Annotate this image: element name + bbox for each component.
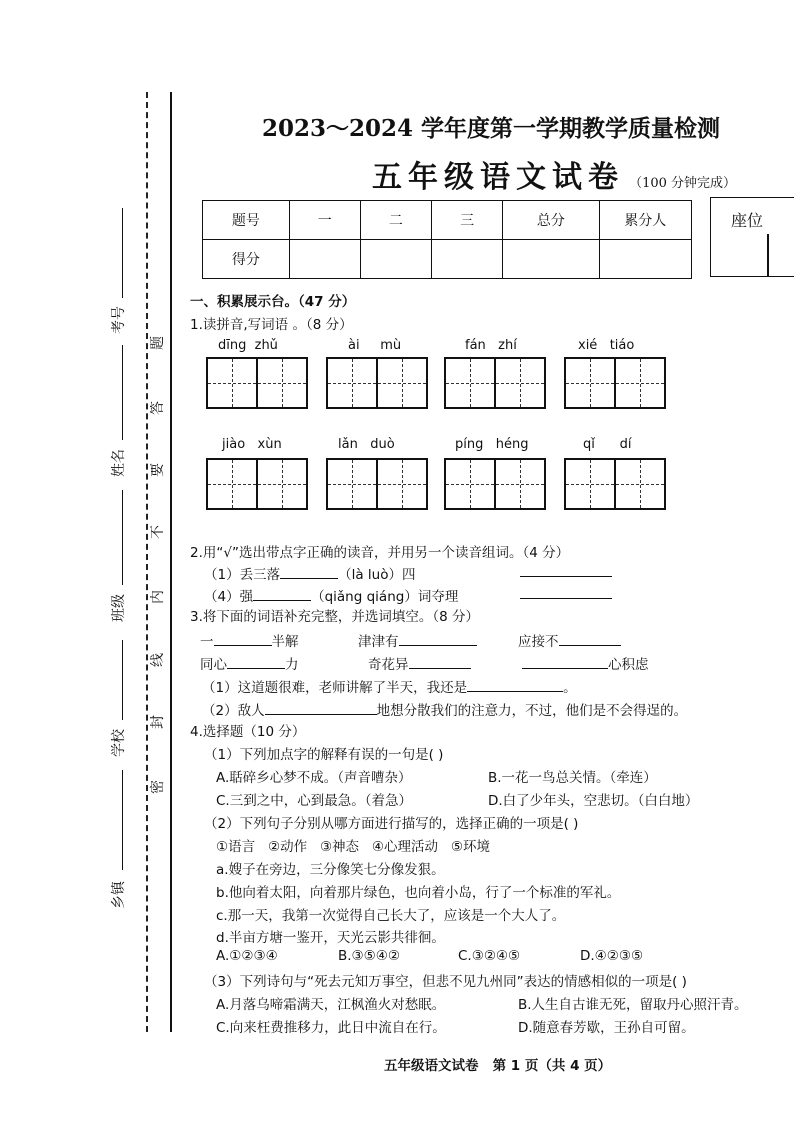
writing-cell[interactable] bbox=[208, 359, 258, 407]
score-table-score-row bbox=[203, 240, 692, 279]
q4-sub2-option-c[interactable]: C.③②④⑤ bbox=[458, 948, 521, 964]
q3-sentence1 bbox=[202, 676, 577, 696]
q4-sub2-option-d[interactable]: D.④②③⑤ bbox=[580, 948, 644, 964]
q3-sentence2-a: （2）敌人 bbox=[202, 703, 265, 719]
pinyin-label: lǎn duò bbox=[338, 437, 395, 452]
q3-label: 3.将下面的词语补充完整，并选词填空。（8 分） bbox=[190, 609, 480, 625]
section-1-heading: 一、积累展示台。（47 分） bbox=[190, 294, 356, 310]
score-input[interactable] bbox=[289, 240, 360, 279]
q4-sub2-option-a[interactable]: A.①②③④ bbox=[216, 948, 278, 964]
q2-item2 bbox=[204, 585, 458, 605]
q4-sub2-d: d.半亩方塘一鉴开，天光云影共徘徊。 bbox=[216, 930, 445, 946]
q4-sub1: （1）下列加点字的解释有误的一句是( ) bbox=[204, 747, 444, 763]
writing-cell[interactable] bbox=[208, 460, 258, 508]
q3-sentence1-text: （1）这道题很难，老师讲解了半天，我还是 bbox=[202, 680, 468, 696]
q2-item2-text: （4）强 bbox=[204, 589, 254, 605]
writing-cell[interactable] bbox=[258, 460, 306, 508]
exam-time: （100 分钟完成） bbox=[629, 176, 737, 191]
writing-cell[interactable] bbox=[616, 359, 664, 407]
binding-dashed-line-outer bbox=[146, 92, 148, 1032]
q2-item1-answer-line[interactable] bbox=[520, 576, 612, 577]
writing-cell[interactable] bbox=[378, 359, 426, 407]
warning-char: 内 bbox=[150, 590, 166, 604]
writing-cell[interactable] bbox=[446, 460, 496, 508]
q2-item2-pinyin: （qiǎng qiáng）词夺理 bbox=[311, 589, 459, 605]
answer-blank[interactable] bbox=[227, 654, 285, 669]
score-table-cell: 累分人 bbox=[599, 201, 692, 240]
writing-grid[interactable] bbox=[206, 357, 308, 409]
field-banji-line[interactable] bbox=[122, 490, 123, 585]
q1-label: 1.读拼音,写词语 。（8 分） bbox=[190, 317, 353, 333]
warning-char: 线 bbox=[150, 653, 166, 667]
q4-sub3-option-c[interactable]: C.向来枉费推移力，此日中流自在行。 bbox=[216, 1020, 446, 1036]
score-table-cell: 题号 bbox=[203, 201, 290, 240]
q3-row2c bbox=[522, 653, 649, 673]
q4-label: 4.选择题（10 分） bbox=[190, 724, 306, 740]
q4-sub2-option-b[interactable]: B.③⑤④② bbox=[338, 948, 400, 964]
answer-blank[interactable] bbox=[399, 631, 477, 646]
q3-row1b bbox=[358, 630, 477, 650]
q4-sub1-option-c[interactable]: C.三到之中，心到最急。（着急） bbox=[216, 793, 412, 809]
warning-char: 不 bbox=[150, 525, 166, 539]
q4-sub1-option-d[interactable]: D.白了少年头，空悲切。（白白地） bbox=[488, 793, 699, 809]
exam-title: 五年级语文试卷 bbox=[372, 160, 624, 195]
q3-row2 bbox=[200, 653, 299, 673]
field-kaohao-line[interactable] bbox=[122, 208, 123, 298]
warning-char: 题 bbox=[150, 336, 166, 350]
writing-cell[interactable] bbox=[328, 460, 378, 508]
pinyin-label: qǐ dí bbox=[583, 437, 632, 452]
pinyin-label: píng héng bbox=[455, 437, 529, 452]
page-footer: 五年级语文试卷 第 1 页（共 4 页） bbox=[384, 1058, 612, 1074]
q3-sentence2-b: 地想分散我们的注意力，不过，他们是不会得逞的。 bbox=[376, 703, 688, 719]
writing-grid[interactable] bbox=[564, 458, 666, 510]
score-table-cell: 二 bbox=[360, 201, 431, 240]
writing-cell[interactable] bbox=[496, 460, 544, 508]
warning-char: 答 bbox=[150, 401, 166, 415]
seat-box[interactable] bbox=[710, 197, 794, 277]
q4-sub3: （3）下列诗句与“死去元知万事空，但悲不见九州同”表达的情感相似的一项是( ) bbox=[204, 974, 687, 990]
q2-label: 2.用“√”选出带点字正确的读音，并用另一个读音组词。（4 分） bbox=[190, 545, 570, 561]
q4-sub3-option-d[interactable]: D.随意春芳歇，王孙自可留。 bbox=[518, 1020, 695, 1036]
field-xingming-line[interactable] bbox=[122, 345, 123, 440]
idiom-text: 半解 bbox=[271, 634, 299, 650]
writing-cell[interactable] bbox=[566, 359, 616, 407]
idiom-text: 一 bbox=[200, 634, 214, 650]
writing-grid[interactable] bbox=[206, 458, 308, 510]
q4-sub2: （2）下列句子分别从哪方面进行描写的，选择正确的一项是( ) bbox=[204, 816, 579, 832]
idiom-text: 奇花异 bbox=[368, 657, 409, 673]
pinyin-label: fán zhí bbox=[465, 338, 517, 353]
idiom-text: 力 bbox=[285, 657, 299, 673]
answer-blank[interactable] bbox=[409, 654, 471, 669]
answer-blank[interactable] bbox=[522, 654, 608, 669]
field-xiangzhen-label: 乡镇 bbox=[111, 881, 127, 909]
seat-divider bbox=[767, 234, 769, 276]
q3-sentence2 bbox=[202, 699, 687, 719]
q2-item1-text: （1）丢三落 bbox=[204, 567, 281, 583]
answer-blank[interactable] bbox=[265, 700, 377, 715]
score-table-cell: 总分 bbox=[503, 201, 599, 240]
field-xiangzhen-line[interactable] bbox=[122, 770, 123, 870]
q4-sub2-options: ①语言 ②动作 ③神态 ④心理活动 ⑤环境 bbox=[216, 839, 491, 855]
q2-item2-answer-line[interactable] bbox=[520, 598, 612, 599]
answer-blank[interactable] bbox=[559, 631, 621, 646]
writing-grid[interactable] bbox=[326, 357, 428, 409]
writing-grid[interactable] bbox=[564, 357, 666, 409]
seat-label: 座位 bbox=[731, 211, 764, 230]
q4-sub1-option-a[interactable]: A.聒碎乡心梦不成。（声音嘈杂） bbox=[216, 770, 412, 786]
warning-char: 封 bbox=[150, 715, 166, 729]
q3-row2b bbox=[368, 653, 471, 673]
score-input[interactable] bbox=[432, 240, 503, 279]
field-xuexiao-line[interactable] bbox=[122, 640, 123, 720]
pinyin-label: dīng zhǔ bbox=[218, 338, 278, 353]
writing-cell[interactable] bbox=[328, 359, 378, 407]
q4-sub2-a: a.嫂子在旁边，三分像笑七分像发狠。 bbox=[216, 862, 445, 878]
score-table-header-row bbox=[203, 201, 692, 240]
writing-grid[interactable] bbox=[326, 458, 428, 510]
writing-cell[interactable] bbox=[378, 460, 426, 508]
q4-sub1-option-b[interactable]: B.一花一鸟总关情。（牵连） bbox=[488, 770, 657, 786]
writing-cell[interactable] bbox=[496, 359, 544, 407]
q4-sub3-option-a[interactable]: A.月落乌啼霜满天，江枫渔火对愁眠。 bbox=[216, 997, 446, 1013]
answer-blank[interactable] bbox=[214, 631, 272, 646]
writing-cell[interactable] bbox=[566, 460, 616, 508]
q2-item1 bbox=[204, 563, 415, 583]
binding-solid-line bbox=[170, 92, 172, 1032]
score-input[interactable] bbox=[360, 240, 431, 279]
pinyin-label: ài mù bbox=[348, 338, 402, 353]
writing-cell[interactable] bbox=[446, 359, 496, 407]
score-input[interactable] bbox=[599, 240, 692, 279]
q3-row1c bbox=[518, 630, 621, 650]
q3-sentence1-end: 。 bbox=[563, 680, 577, 696]
writing-cell[interactable] bbox=[258, 359, 306, 407]
q4-sub3-option-b[interactable]: B.人生自古谁无死，留取丹心照汗青。 bbox=[518, 997, 748, 1013]
pinyin-label: xié tiáo bbox=[578, 338, 635, 353]
idiom-text: 同心 bbox=[200, 657, 227, 673]
exam-title-row bbox=[372, 152, 736, 196]
answer-blank[interactable] bbox=[253, 586, 311, 601]
idiom-text: 应接不 bbox=[518, 634, 559, 650]
field-banji-label: 班级 bbox=[111, 594, 127, 622]
q4-sub2-c: c.那一天，我第一次觉得自己长大了，应该是一个大人了。 bbox=[216, 908, 566, 924]
score-input[interactable] bbox=[503, 240, 599, 279]
writing-cell[interactable] bbox=[616, 460, 664, 508]
warning-char: 密 bbox=[150, 780, 166, 794]
score-table bbox=[202, 200, 692, 279]
score-table-cell: 三 bbox=[432, 201, 503, 240]
field-kaohao-label: 考号 bbox=[111, 306, 127, 334]
q3-row1 bbox=[200, 630, 299, 650]
exam-period-title: 2023～2024 学年度第一学期教学质量检测 bbox=[262, 115, 721, 142]
field-xingming-label: 姓名 bbox=[111, 449, 127, 477]
q4-sub2-b: b.他向着太阳，向着那片绿色，也向着小岛，行了一个标准的军礼。 bbox=[216, 885, 621, 901]
idiom-text: 津津有 bbox=[358, 634, 399, 650]
warning-char: 要 bbox=[150, 463, 166, 477]
q2-item1-pinyin: （là luò）四 bbox=[338, 567, 416, 583]
field-xuexiao-label: 学校 bbox=[111, 729, 127, 757]
idiom-text: 心积虑 bbox=[608, 657, 649, 673]
answer-blank[interactable] bbox=[467, 677, 563, 692]
writing-grid[interactable] bbox=[444, 357, 546, 409]
answer-blank[interactable] bbox=[280, 564, 338, 579]
pinyin-label: jiào xùn bbox=[222, 437, 282, 452]
score-table-cell: 得分 bbox=[203, 240, 290, 279]
writing-grid[interactable] bbox=[444, 458, 546, 510]
score-table-cell: 一 bbox=[289, 201, 360, 240]
